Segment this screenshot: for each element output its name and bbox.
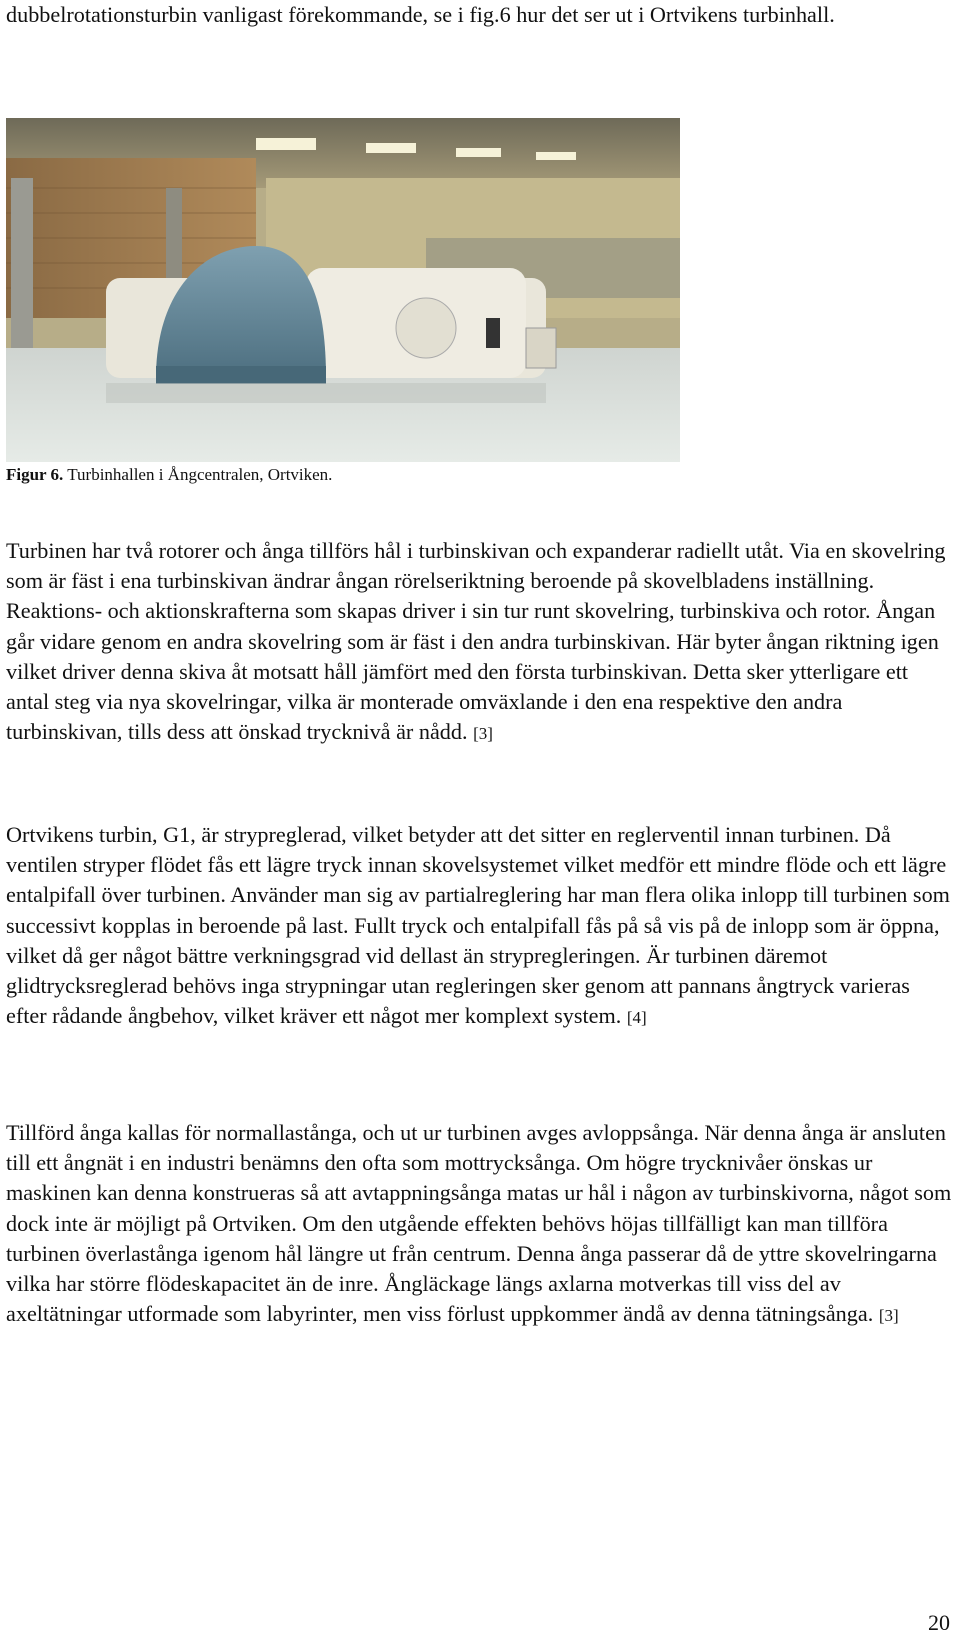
paragraph-2 xyxy=(6,820,954,1033)
turbine-hall-photo xyxy=(6,118,680,462)
paragraph-text: Tillförd ånga kallas för normallastånga, och ut ur turbinen avges avloppsånga. När denna ånga är ansluten till ett ångnät i en industri benämns den ofta som mottrycksånga. Om högre trycknivåer önskas ur maskinen kan denna konstrueras så att avtappningsånga matas ur hål i någon av turbinskivorna, något som dock inte är möjligt på Ortviken. Om den utgående effekten behövs höjas tillfälligt kan man tillföra turbinen överlastånga igenom hål längre ut från centrum. Denna ånga passerar då de yttre skovelringarna vilka har större flödeskapacitet än de inre. Ångläckage längs axlarna motverkas till viss del av axeltätningar utformade som labyrinter, men viss förlust uppkommer ändå av denna tätningsånga. xyxy=(6,1120,952,1327)
figure-caption-text: Turbinhallen i Ångcentralen, Ortviken. xyxy=(63,465,333,484)
page-number: 20 xyxy=(928,1610,950,1635)
reference: [4] xyxy=(626,1008,647,1028)
reference: [3] xyxy=(473,724,493,744)
figure-caption xyxy=(6,464,332,486)
figure-label: Figur 6. xyxy=(6,465,64,484)
reference: [3] xyxy=(878,1306,899,1326)
paragraph-text: Turbinen har två rotorer och ånga tillförs hål i turbinskivan och expanderar radiellt utåt. Via en skovelring som är fäst i ena turbinskivan ändrar ångan rörelseriktning beroende på skovelbladens inställning. Reaktions- och aktionskrafterna som skapas driver i sin tur runt skovelring, turbinskiva och rotor. Ångan går vidare genom en andra skovelring som är fäst i den andra turbinskivan. Här byter ångan riktning igen vilket driver denna skiva åt motsatt håll jämfört med den första turbinskivan. Detta sker ytterligare ett antal steg via nya skovelringar, vilka är monterade omväxlande i den ena respektive den andra turbinskivan, tills dess att önskad trycknivå är nådd. xyxy=(6,538,946,745)
paragraph-text: Ortvikens turbin, G1, är strypreglerad, vilket betyder att det sitter en reglerventil innan turbinen. Då ventilen stryper flödet fås ett lägre tryck innan skovelsystemet vilket medför ett mindre flöde och ett lägre entalpifall över turbinen. Använder man sig av partialreglering har man flera olika inlopp till turbinen som successivt kopplas in beroende på last. Fullt tryck och entalpifall fås på så vis på de inlopp som är öppna, vilket då ger något bättre verkningsgrad vid dellast än strypregleringen. Är turbinen däremot glidtrycksreglerad behövs inga strypningar utan regleringen sker genom att pannans ångtryck varieras efter rådande ångbehov, vilket kräver ett något mer komplext system. xyxy=(6,822,950,1029)
intro-text: dubbelrotationsturbin vanligast förekommande, se i fig.6 hur det ser ut i Ortvikens turbinhall. xyxy=(6,2,835,27)
paragraph-1 xyxy=(6,536,954,749)
paragraph-3 xyxy=(6,1118,954,1331)
